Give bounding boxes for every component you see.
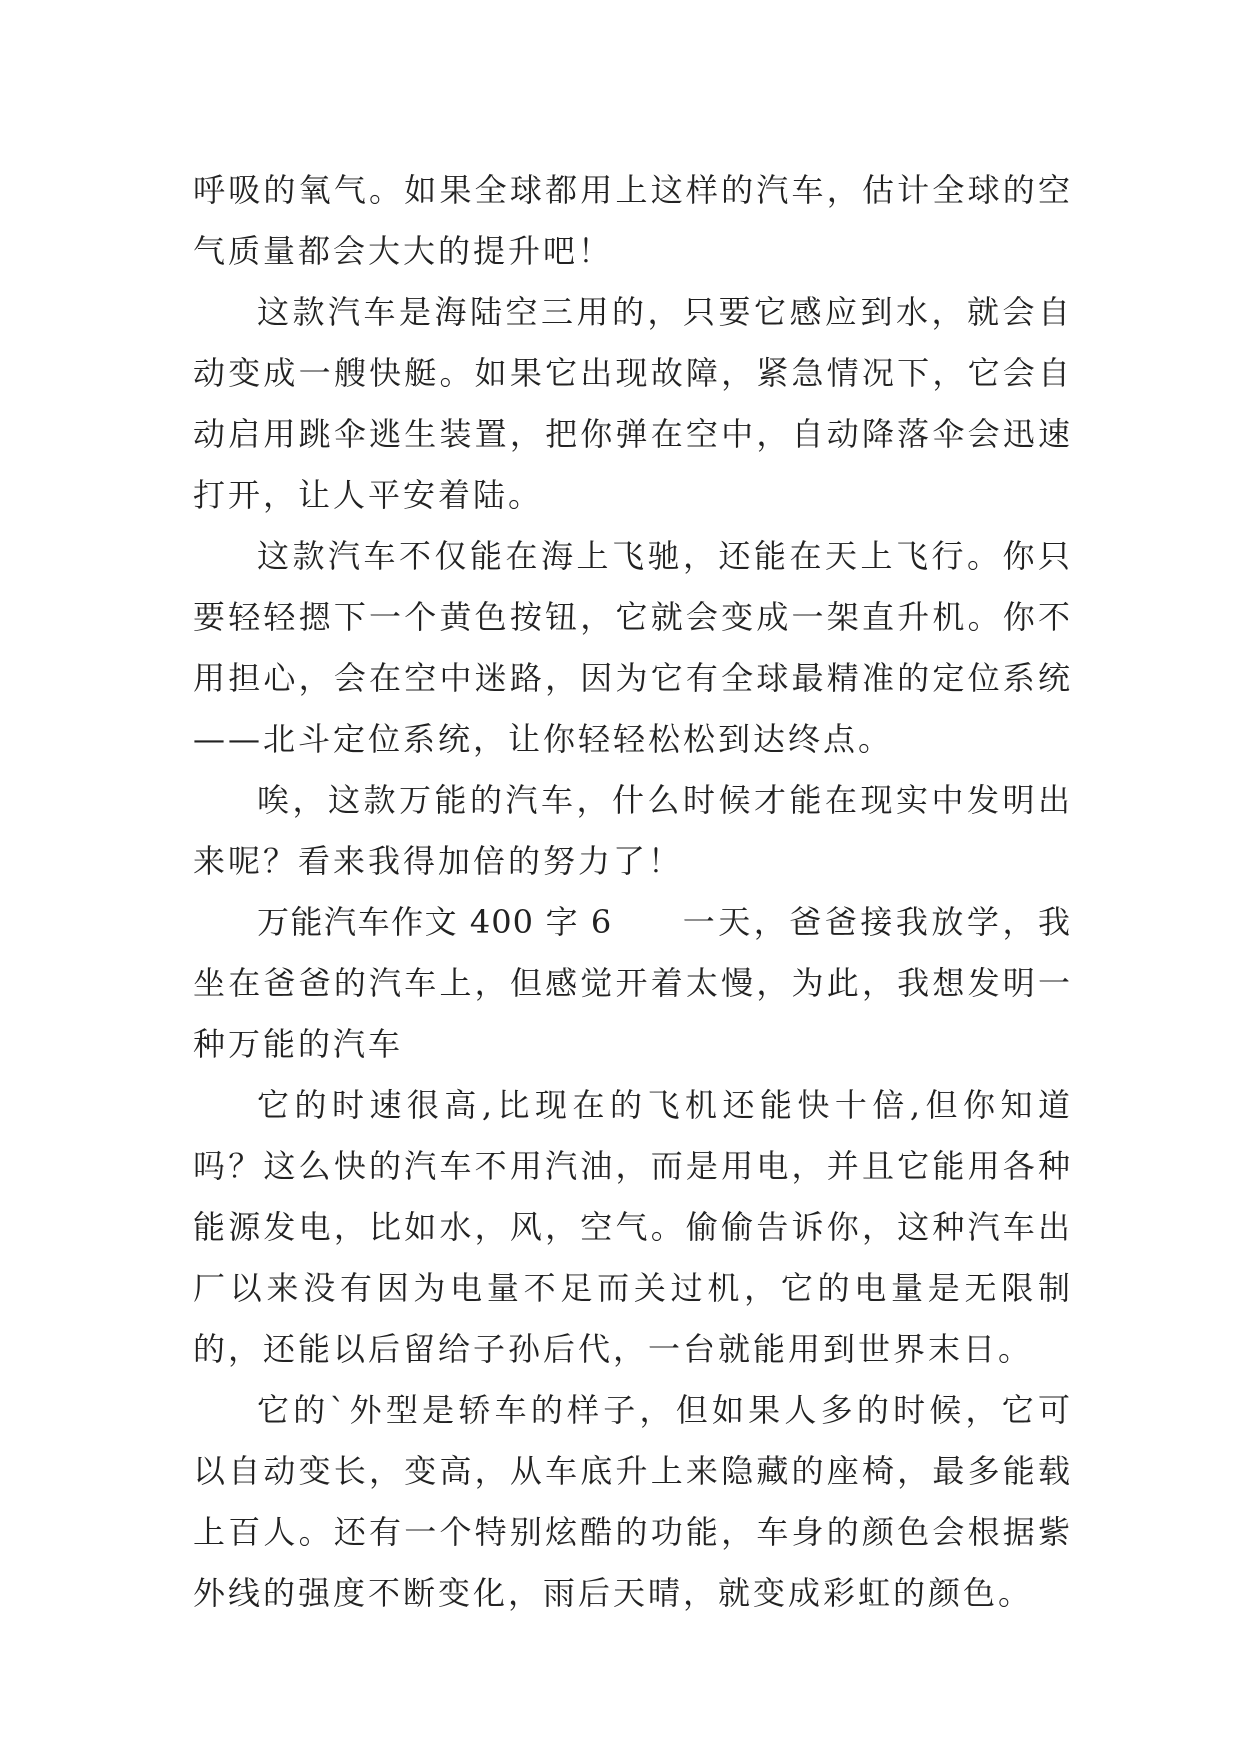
document-body (193, 160, 1073, 1624)
paragraph-3: 这款汽车不仅能在海上飞驰，还能在天上飞行。你只要轻轻摁下一个黄色按钮，它就会变成一架直升机。你不用担心，会在空中迷路，因为它有全球最精准的定位系统——北斗定位系统，让你轻轻松松到达终点。 (193, 537, 1073, 758)
paragraph-1: 呼吸的氧气。如果全球都用上这样的汽车，估计全球的空气质量都会大大的提升吧！ (193, 171, 1073, 270)
paragraph-4: 唉，这款万能的汽车，什么时候才能在现实中发明出来呢？看来我得加倍的努力了！ (193, 781, 1073, 880)
essay-6-first-text: 一天，爸爸接我放学，我坐在爸爸的汽车上，但感觉开着太慢，为此，我想发明一种万能的汽车 (193, 903, 1073, 1063)
essay-6-paragraph (193, 892, 1073, 1075)
paragraph-6: 它的时速很高,比现在的飞机还能快十倍,但你知道吗？这么快的汽车不用汽油，而是用电，并且它能用各种能源发电，比如水，风，空气。偷偷告诉你，这种汽车出厂以来没有因为电量不足而关过机，它的电量是无限制的，还能以后留给子孙后代，一台就能用到世界末日。 (193, 1086, 1073, 1368)
paragraph-2: 这款汽车是海陆空三用的，只要它感应到水，就会自动变成一艘快艇。如果它出现故障，紧急情况下，它会自动启用跳伞逃生装置，把你弹在空中，自动降落伞会迅速打开，让人平安着陆。 (193, 293, 1073, 514)
paragraph-7: 它的`外型是轿车的样子，但如果人多的时候，它可以自动变长，变高，从车底升上来隐藏的座椅，最多能载上百人。还有一个特别炫酷的功能，车身的颜色会根据紫外线的强度不断变化，雨后天晴，就变成彩虹的颜色。 (193, 1391, 1073, 1612)
essay-6-heading: 万能汽车作文 400 字 6 (257, 903, 613, 941)
